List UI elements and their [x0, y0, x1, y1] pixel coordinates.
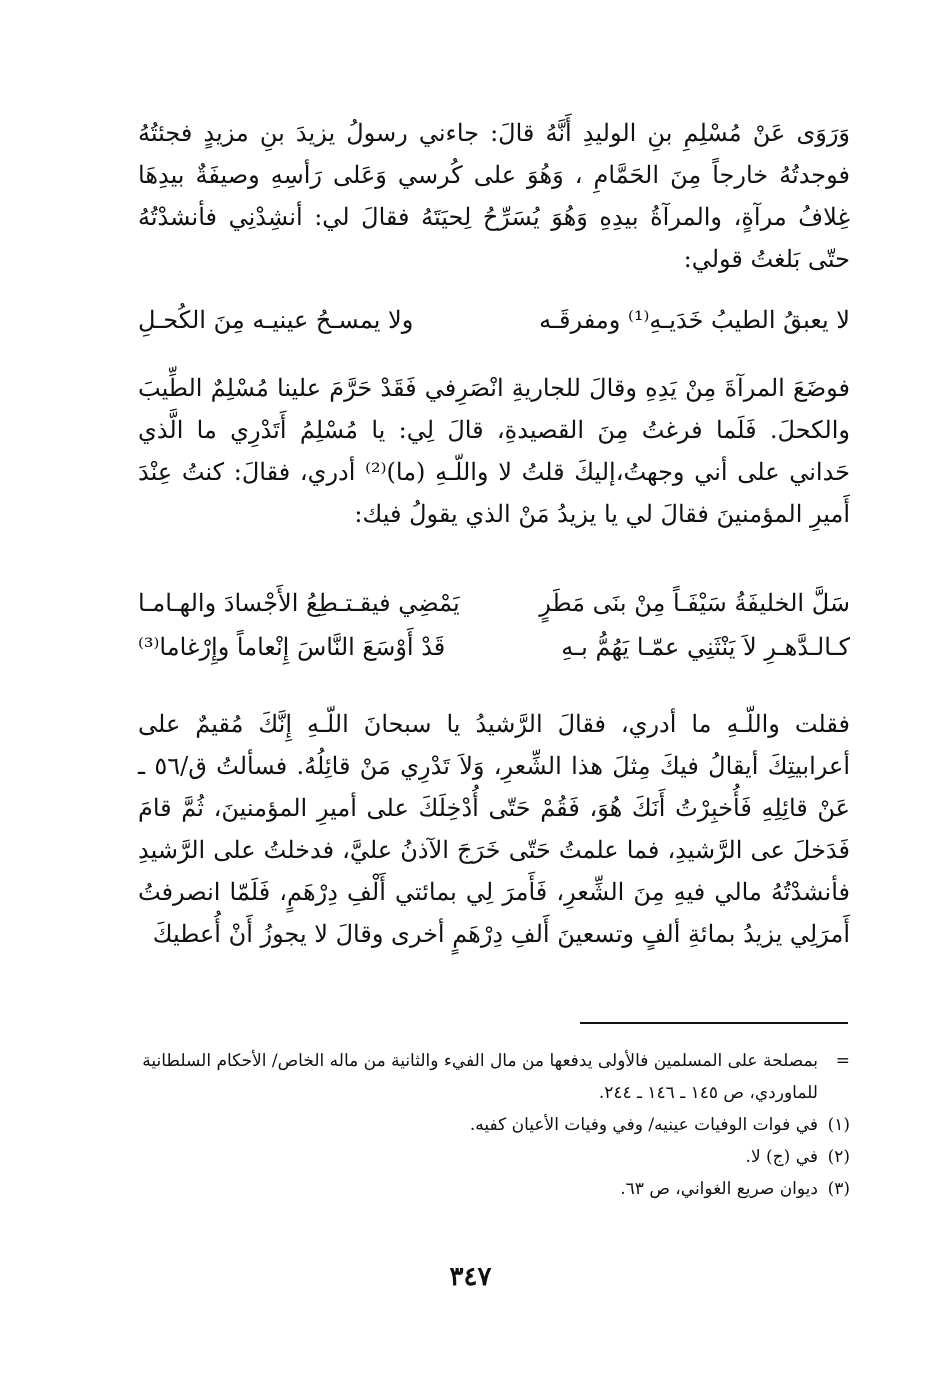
- footnotes: [138, 1045, 850, 1205]
- footnote-marker: (٢): [827, 1147, 850, 1167]
- paragraph-text: وَرَوَى عَنْ مُسْلِمِ بنِ الوليدِ أَنَّهُ قالَ: جاءني رسولُ يزيدَ بنِ مزيدٍ فجئتُهُ فوجدتُهُ خارجاً مِنَ الحَمَّامِ ، وَهُوَ على كُرسي وَعَلى رَأسِهِ وصيفَةٌ بيدِهَا غِلافُ مرآةٍ، والمرآةُ بيدِهِ وَهُوَ يُسَرِّحُ لِحيَتَهُ فقالَ لي: أنشِدْنِي فأنشدْتُهُ حتّى بَلغتُ قولي:: [138, 119, 850, 273]
- footnote-text: بمصلحة على المسلمين فالأولى يدفعها من مال الفيء والثانية من ماله الخاص/ الأحكام السلطانية للماوردي، ص ١٤٥ ـ ١٤٦ ـ ٢٤٤.: [142, 1051, 818, 1103]
- verse-line-3: [138, 627, 850, 667]
- footnote-2: [138, 1141, 850, 1173]
- page-number: ٣٤٧: [449, 1262, 492, 1292]
- footnote-marker: =: [835, 1051, 850, 1071]
- footnote-marker: (١): [827, 1115, 850, 1135]
- footnote-text: ديوان صريع الغواني، ص ٦٣.: [620, 1179, 818, 1199]
- verse-line-2: [138, 583, 850, 623]
- footnote-text: في (ج) لا.: [745, 1147, 818, 1167]
- verse-hemistich-second: ولا يمسـحُ عينيـه مِنَ الكُحـلِ: [138, 306, 414, 334]
- paragraph-2: [138, 367, 850, 535]
- footnote-1: [138, 1109, 850, 1141]
- footnote-3: [138, 1173, 850, 1205]
- verse-hemistich-second: قَدْ أَوْسَعَ النَّاسَ إِنْعاماً وإِرْغاما⁽³⁾: [138, 633, 446, 661]
- paragraph-1: [138, 112, 850, 280]
- paragraph-text: فقلت واللّـهِ ما أدري، فقالَ الرَّشيدُ يا سبحانَ اللّـهِ إِنَّكَ مُقيمٌ على أعرابيتِكَ أيقالُ فيكَ مِثلَ هذا الشِّعرِ، وَلاَ تَدْرِي مَنْ قائِلُهُ. فسألتُ ق/٥٦ ـ عَنْ قائِلِهِ فَأُخبِرْتُ أَنَكَ هُوَ، فَقُمْ حَتّى أُدْخِلَكَ على أميرِ المؤمنينَ، ثُمَّ قامَ فَدَخلَ عى الرَّشيدِ، فما علمتُ حَتّى خَرَجَ الآذنُ عليَّ، فدخلتُ على الرَّشيدِ فأنشدْتُهُ مالي فيهِ مِنَ الشِّعرِ، فَأَمرَ لِي بمائتي أَلْفِ دِرْهَمٍ، فَلَمّا انصرفتُ أَمرَلِي يزيدُ بمائةِ ألفٍ وتسعينَ أَلفِ دِرْهَمٍ أخرى وقالَ لا يجوزُ أَنْ أُعطيكَ: [138, 710, 850, 948]
- verse-hemistich-first: سَلَّ الخليفَةُ سَيْفَـاً مِنْ بنَى مَطَرٍ: [539, 589, 850, 617]
- verse-hemistich-first: لا يعبقُ الطيبُ خَدَيـهِ⁽¹⁾ ومفرقَـه: [539, 306, 850, 334]
- footnote-marker: (٣): [827, 1179, 850, 1199]
- verse-line-1: [138, 300, 850, 340]
- verse-hemistich-second: يَمْضِي فيقـتـطِعُ الأَجْسادَ والهـامـا: [138, 589, 460, 617]
- verse-hemistich-first: كـالـدَّهـرِ لاَ يَنْثَنِي عمّـا يَهُمُّ بـهِ: [561, 633, 850, 661]
- footnote-continuation: [138, 1045, 850, 1109]
- footnote-divider: [580, 1022, 848, 1024]
- paragraph-3: [138, 703, 850, 955]
- footnote-text: في فوات الوفيات عينيه/ وفي وفيات الأعيان كفيه.: [469, 1115, 818, 1135]
- paragraph-text: فوضَعَ المرآةَ مِنْ يَدِهِ وقالَ للجاريةِ انْصَرِفي فَقَدْ حَرَّمَ علينا مُسْلِمٌ الطِّيبَ والكحلَ. فَلَما فرغتُ مِنَ القصيدةِ، قالَ لِي: يا مُسْلِمُ أَتَدْرِي ما الَّذي حَداني على أني وجهتُ،إليكَ قلتُ لا واللّـهِ (ما)⁽²⁾ أدري، فقالَ: كنتُ عِنْدَ أَميرِ المؤمنينَ فقالَ لي يا يزيدُ مَنْ الذي يقولُ فيك:: [138, 374, 851, 528]
